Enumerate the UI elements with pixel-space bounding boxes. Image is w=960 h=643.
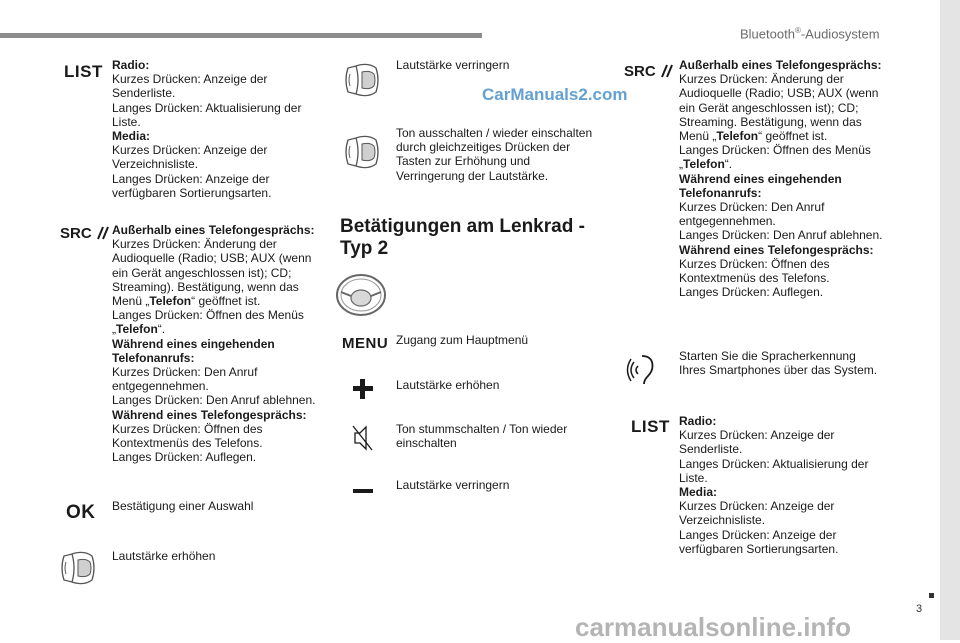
side-stripe [940, 0, 960, 640]
voice-description: Starten Sie die Spracherkennung Ihres Smartphones über das System. [679, 349, 878, 378]
list-icon-2: LIST [631, 417, 670, 436]
steering-mute-icon [340, 130, 384, 174]
src-icon-2: SRC [624, 63, 656, 81]
vol-down-description: Lautstärke verringern [396, 58, 510, 72]
src-icon: SRC [60, 225, 92, 243]
ok-description: Bestätigung einer Auswahl [112, 499, 254, 513]
menu-icon: MENU [342, 335, 389, 352]
vol-up-description: Lautstärke erhöhen [112, 549, 216, 563]
page-bullet [929, 593, 934, 598]
mute-description: Ton ausschalten / wieder einschalten durch gleichzeitiges Drücken der Tasten zur Erhöhung und Verringerung der Lautstärke. [396, 126, 593, 183]
plus-description: Lautstärke erhöhen [396, 378, 500, 392]
footer-watermark[interactable]: carmanualsonline.info [575, 612, 851, 642]
src-description-2: Außerhalb eines Telefongesprächs: Kurzes Drücken: Änderung der Audioquelle (Radio; USB; AUX (wenn ein Gerät angeschlossen ist); CD; Streaming. Bestätigung, wenn das Menü „Telefon“ geöffnet ist. Langes Drücken: Öffnen des Menüs „Telefon“. Während eines eingehenden Telefonanrufs: Kurzes Drücken: Den Anruf entgegennehmen. Langes Drücken: Den Anruf ablehnen. Während eines Telefongesprächs: Kurzes Drücken: Öffnen des Kontextmenüs des Telefons. Langes Drücken: Auflegen. [679, 58, 883, 300]
menu-description: Zugang zum Hauptmenü [396, 333, 529, 347]
src-description: Außerhalb eines Telefongesprächs: Kurzes Drücken: Änderung der Audioquelle (Radio; USB; AUX (wenn ein Gerät angeschlossen ist); CD; Streaming). Bestätigung, wenn das Menü „Telefon“ geöffnet ist. Langes Drücken: Öffnen des Menüs „Telefon“. Während eines eingehenden Telefonanrufs: Kurzes Drücken: Den Anruf entgegennehmen. Langes Drücken: Den Anruf ablehnen. Während eines Telefongesprächs: Kurzes Drücken: Öffnen des Kontextmenüs des Telefons. Langes Drücken: Auflegen. [112, 223, 316, 465]
section-title: Betätigungen am Lenkrad - Typ 2 [340, 216, 585, 259]
src-slash-icon [94, 225, 110, 241]
steering-volume-up-icon [56, 546, 100, 590]
header-rule [0, 33, 482, 38]
ok-icon: OK [66, 502, 96, 523]
src-slash-icon-2 [658, 63, 674, 79]
list-description: Radio: Kurzes Drücken: Anzeige der Senderliste. Langes Drücken: Aktualisierung der Liste. Media: Kurzes Drücken: Anzeige der Verzeichnisliste. Langes Drücken: Anzeige der verfügbaren Sortierungsarten. [112, 58, 302, 200]
page-header: Bluetooth®-Audiosystem [740, 26, 880, 42]
plus-icon [352, 378, 374, 400]
steering-wheel-icon [332, 270, 390, 320]
watermark[interactable]: CarManuals2.com [482, 85, 628, 104]
minus-icon [352, 488, 374, 496]
mute2-description: Ton stummschalten / Ton wieder einschalten [396, 422, 568, 451]
minus-description: Lautstärke verringern [396, 478, 510, 492]
mute-speaker-icon [352, 424, 374, 452]
list-description-2: Radio: Kurzes Drücken: Anzeige der Senderliste. Langes Drücken: Aktualisierung der Liste. Media: Kurzes Drücken: Anzeige der Verzeichnisliste. Langes Drücken: Anzeige der verfügbaren Sortierungsarten. [679, 414, 869, 556]
list-icon: LIST [64, 62, 103, 81]
voice-recognition-icon [628, 352, 664, 388]
steering-volume-down-icon [340, 58, 384, 102]
page-number: 3 [916, 603, 923, 615]
